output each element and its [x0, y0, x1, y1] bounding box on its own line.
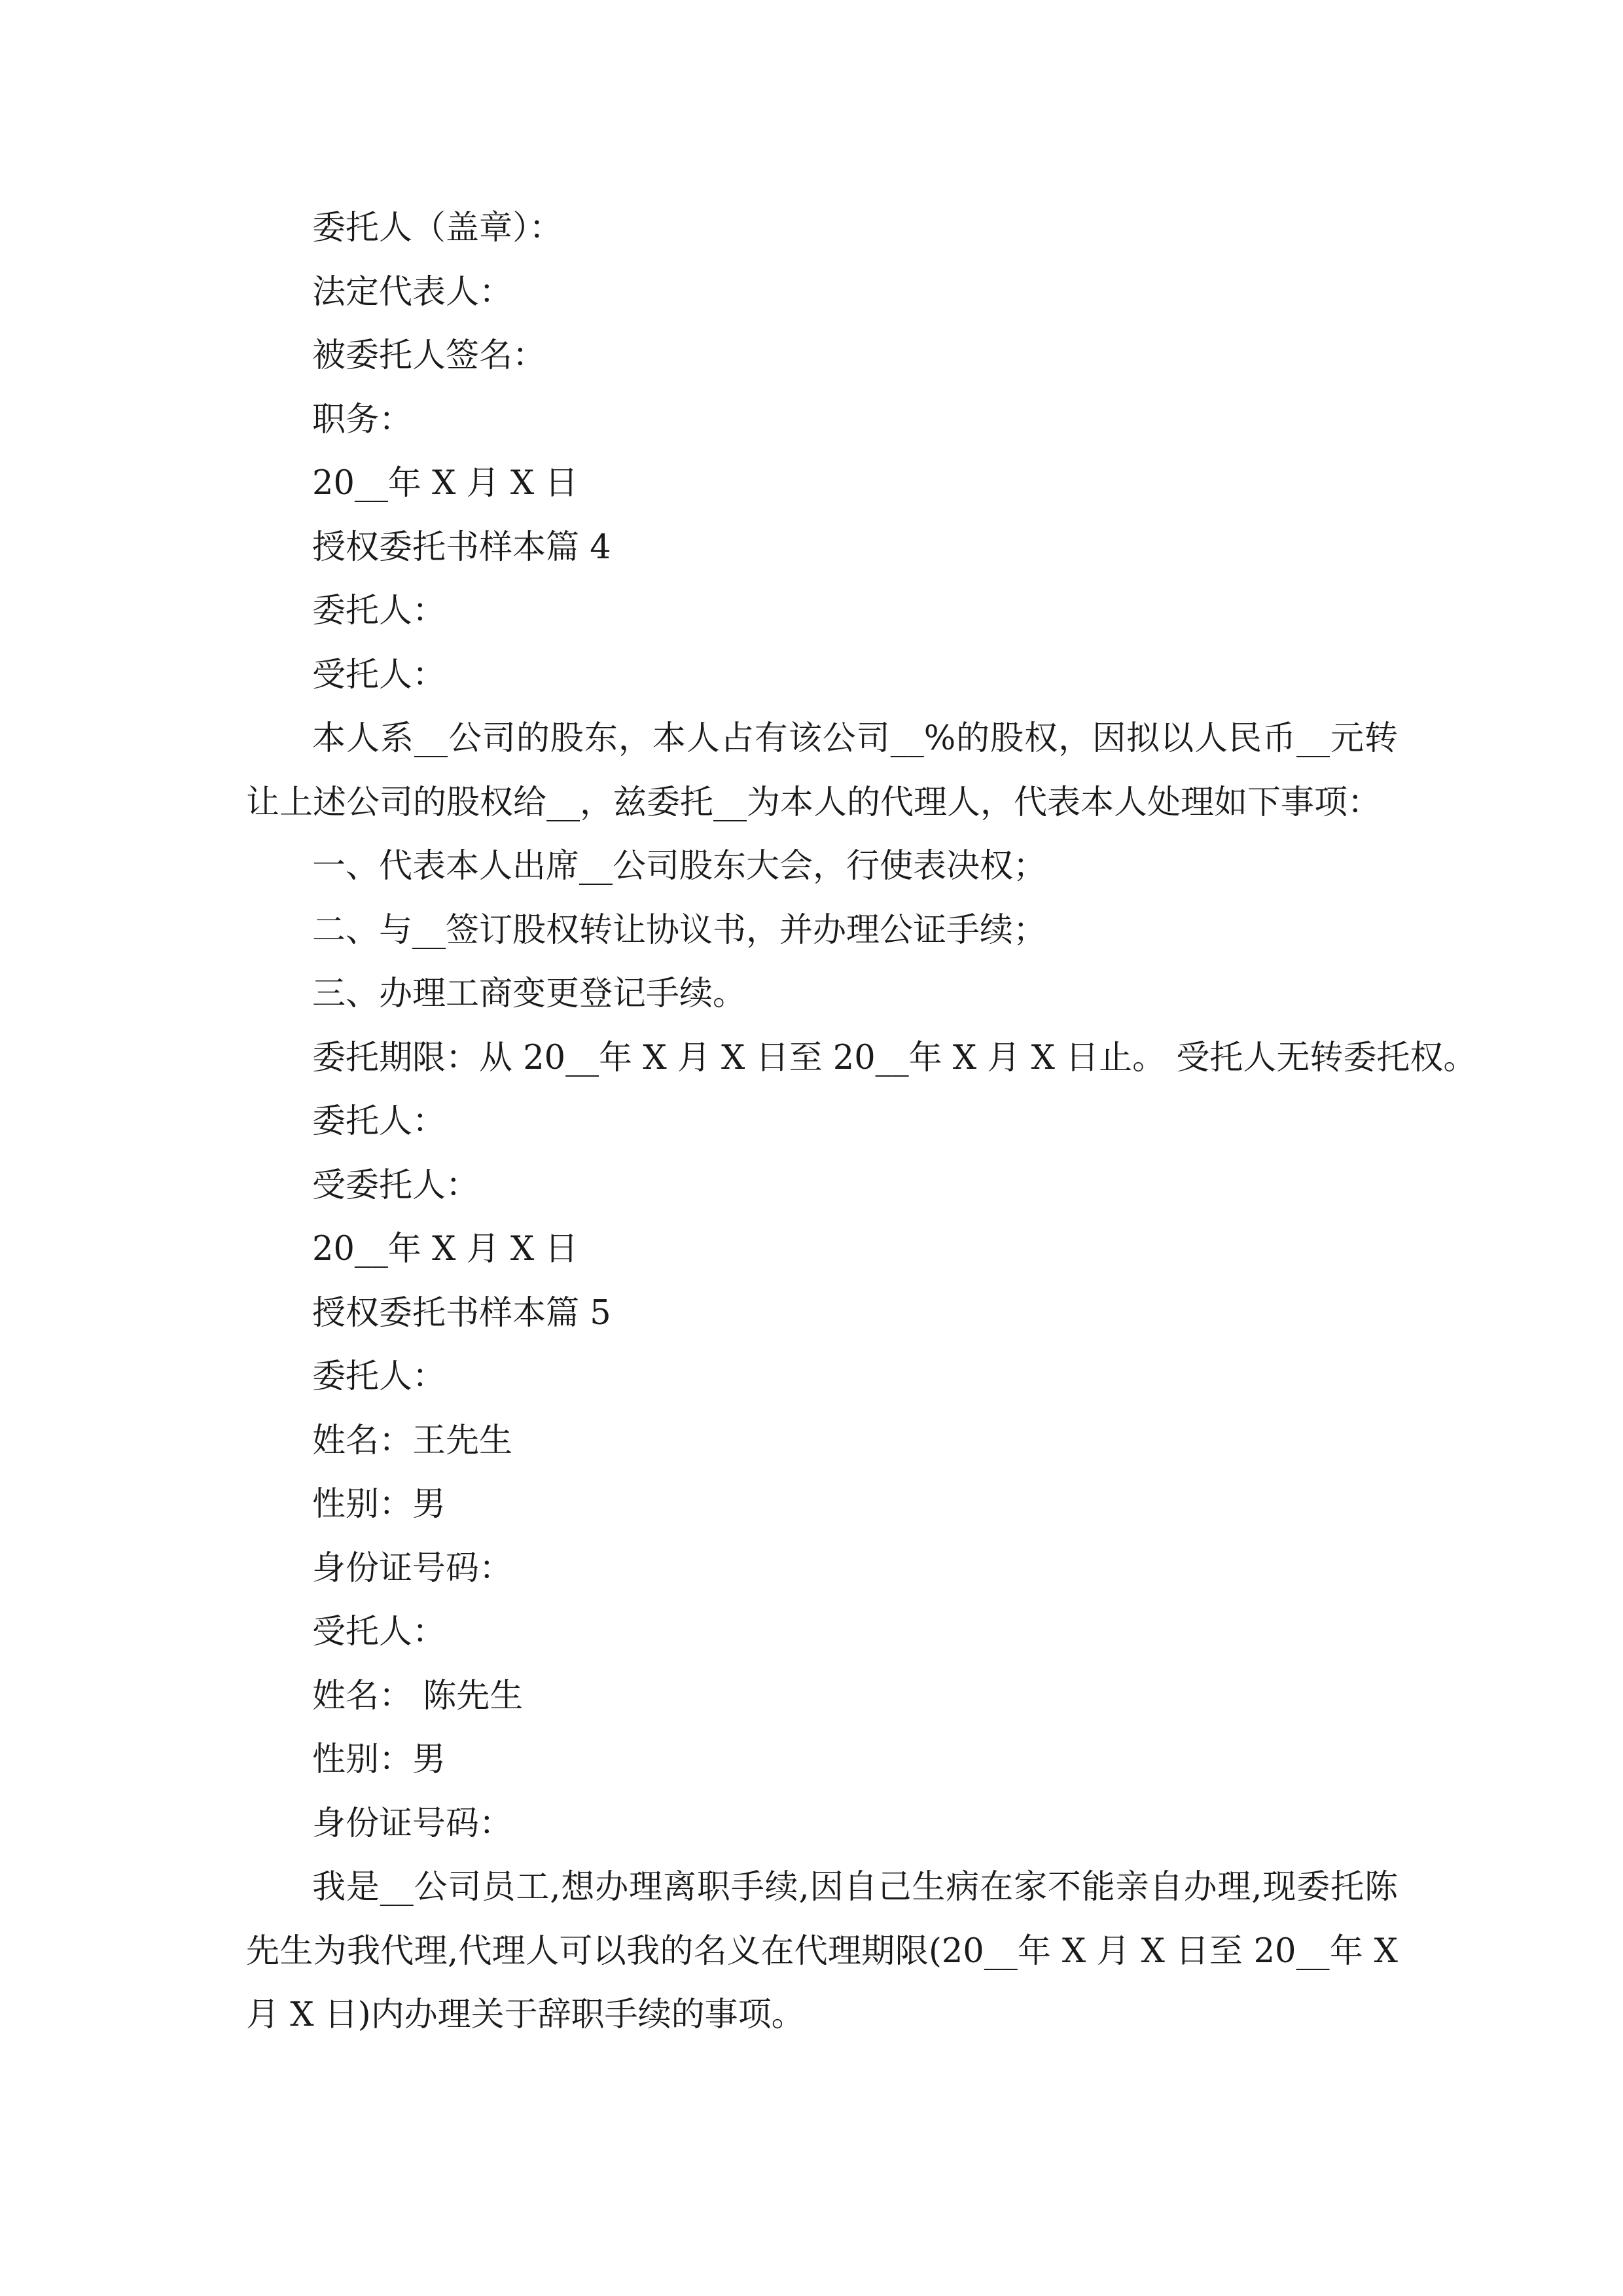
text-line: 职务： — [312, 400, 413, 439]
text-line: 姓名：王先生 — [312, 1421, 513, 1460]
text-line: 委托期限：从 20__年 X 月 X 日至 20__年 X 月 X 日止。 受托人无转委托权。 — [312, 1038, 1477, 1077]
text-line: 性别：男 — [312, 1485, 446, 1524]
paragraph: 本人系__公司的股东，本人占有该公司__%的股权，因拟以人民币__元转让上述公司的股权给__，兹委托__为本人的代理人，代表本人处理如下事项： — [246, 719, 1398, 822]
text-line: 委托人： — [312, 592, 446, 630]
text-line: 委托人： — [312, 1357, 446, 1396]
section-heading: 授权委托书样本篇 5 — [312, 1293, 611, 1333]
text-line: 委托人（盖章）： — [312, 209, 563, 247]
text-line: 受托人： — [312, 655, 446, 694]
text-line: 委托人： — [312, 1102, 446, 1141]
section-heading: 授权委托书样本篇 4 — [312, 528, 611, 567]
text-line: 性别：男 — [312, 1740, 446, 1779]
document-body — [246, 196, 1477, 2047]
text-line: 法定代表人： — [312, 272, 513, 312]
text-line: 姓名： 陈先生 — [312, 1676, 524, 1715]
text-line: 20__年 X 月 X 日 — [312, 464, 579, 503]
text-line: 受委托人： — [312, 1166, 480, 1205]
text-line: 二、与__签订股权转让协议书，并办理公证手续； — [312, 910, 1047, 950]
text-line: 身份证号码： — [312, 1549, 513, 1588]
text-line: 一、代表本人出席__公司股东大会，行使表决权； — [312, 847, 1047, 886]
text-line: 被委托人签名： — [312, 336, 546, 375]
paragraph: 我是__公司员工,想办理离职手续,因自己生病在家不能亲自办理,现委托陈先生为我代理,代理人可以我的名义在代理期限(20__年 X 月 X 日至 20__年 X 月 X 日)内办理关于辞职手续的事项。 — [246, 1868, 1398, 2034]
text-line: 身份证号码： — [312, 1804, 513, 1843]
text-line: 受托人： — [312, 1613, 446, 1651]
text-line: 20__年 X 月 X 日 — [312, 1230, 579, 1268]
text-line: 三、办理工商变更登记手续。 — [312, 975, 747, 1013]
